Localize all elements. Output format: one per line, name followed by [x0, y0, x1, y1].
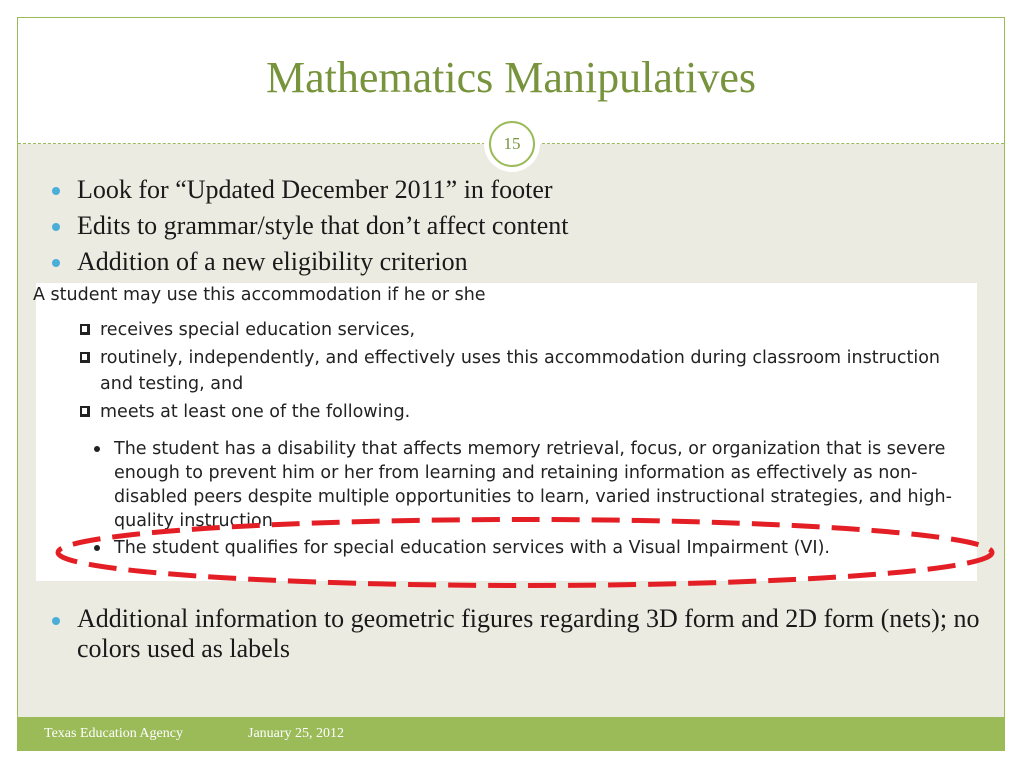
- bullet-item: [52, 604, 982, 664]
- criteria-text: receives special education services,: [100, 320, 416, 340]
- bullet-text: Additional information to geometric figures regarding 3D form and 2D form (nets); no colors used as labels: [77, 604, 980, 663]
- bullet-item: [52, 244, 982, 280]
- checkbox-icon: [80, 352, 90, 363]
- bullet-text: Look for “Updated December 2011” in footer: [77, 175, 553, 204]
- checkbox-icon: [80, 324, 90, 335]
- footer-organization: Texas Education Agency: [44, 726, 183, 741]
- criteria-text: meets at least one of the following.: [100, 402, 411, 422]
- criteria-item: [80, 317, 960, 343]
- criteria-text: routinely, independently, and effectively uses this accommodation during classroom instruction and testing, and: [100, 348, 941, 394]
- slide-number: 15: [489, 121, 535, 167]
- excerpt-intro: A student may use this accommodation if he or she: [33, 285, 486, 305]
- bullet-list-after: [52, 604, 982, 664]
- bullet-dot-icon: [52, 223, 60, 231]
- bullet-list: [52, 172, 982, 280]
- checkbox-icon: [80, 406, 90, 417]
- bullet-item: [52, 172, 982, 208]
- bullet-dot-icon: [94, 545, 100, 551]
- footer-date: January 25, 2012: [248, 726, 345, 741]
- criteria-item: [80, 399, 960, 425]
- bullet-item: [52, 208, 982, 244]
- slide-title: Mathematics Manipulatives: [266, 53, 756, 102]
- sub-criteria-text: The student has a disability that affects memory retrieval, focus, or organization that is severe enough to prevent him or her from learning and retaining information as effectively as non-disabled peers despite multiple opportunities to learn, varied instructional strategies, and high-quality instruction.: [114, 439, 952, 531]
- bullet-dot-icon: [52, 187, 60, 195]
- sub-criteria-item: [94, 536, 974, 560]
- footer-bar: [18, 717, 1004, 751]
- eligibility-excerpt: [33, 283, 977, 581]
- bullet-text: Edits to grammar/style that don’t affect content: [77, 211, 569, 240]
- bullet-dot-icon: [52, 259, 60, 267]
- criteria-item: [80, 345, 960, 397]
- bullet-text: Addition of a new eligibility criterion: [77, 247, 468, 276]
- sub-criteria-text: The student qualifies for special education services with a Visual Impairment (VI).: [114, 538, 830, 558]
- bullet-dot-icon: [94, 446, 100, 452]
- criteria-list: [80, 317, 960, 427]
- sub-criteria-list: [94, 437, 974, 560]
- sub-criteria-item: [94, 437, 974, 533]
- slide-frame: [17, 17, 1005, 751]
- bullet-dot-icon: [52, 617, 60, 625]
